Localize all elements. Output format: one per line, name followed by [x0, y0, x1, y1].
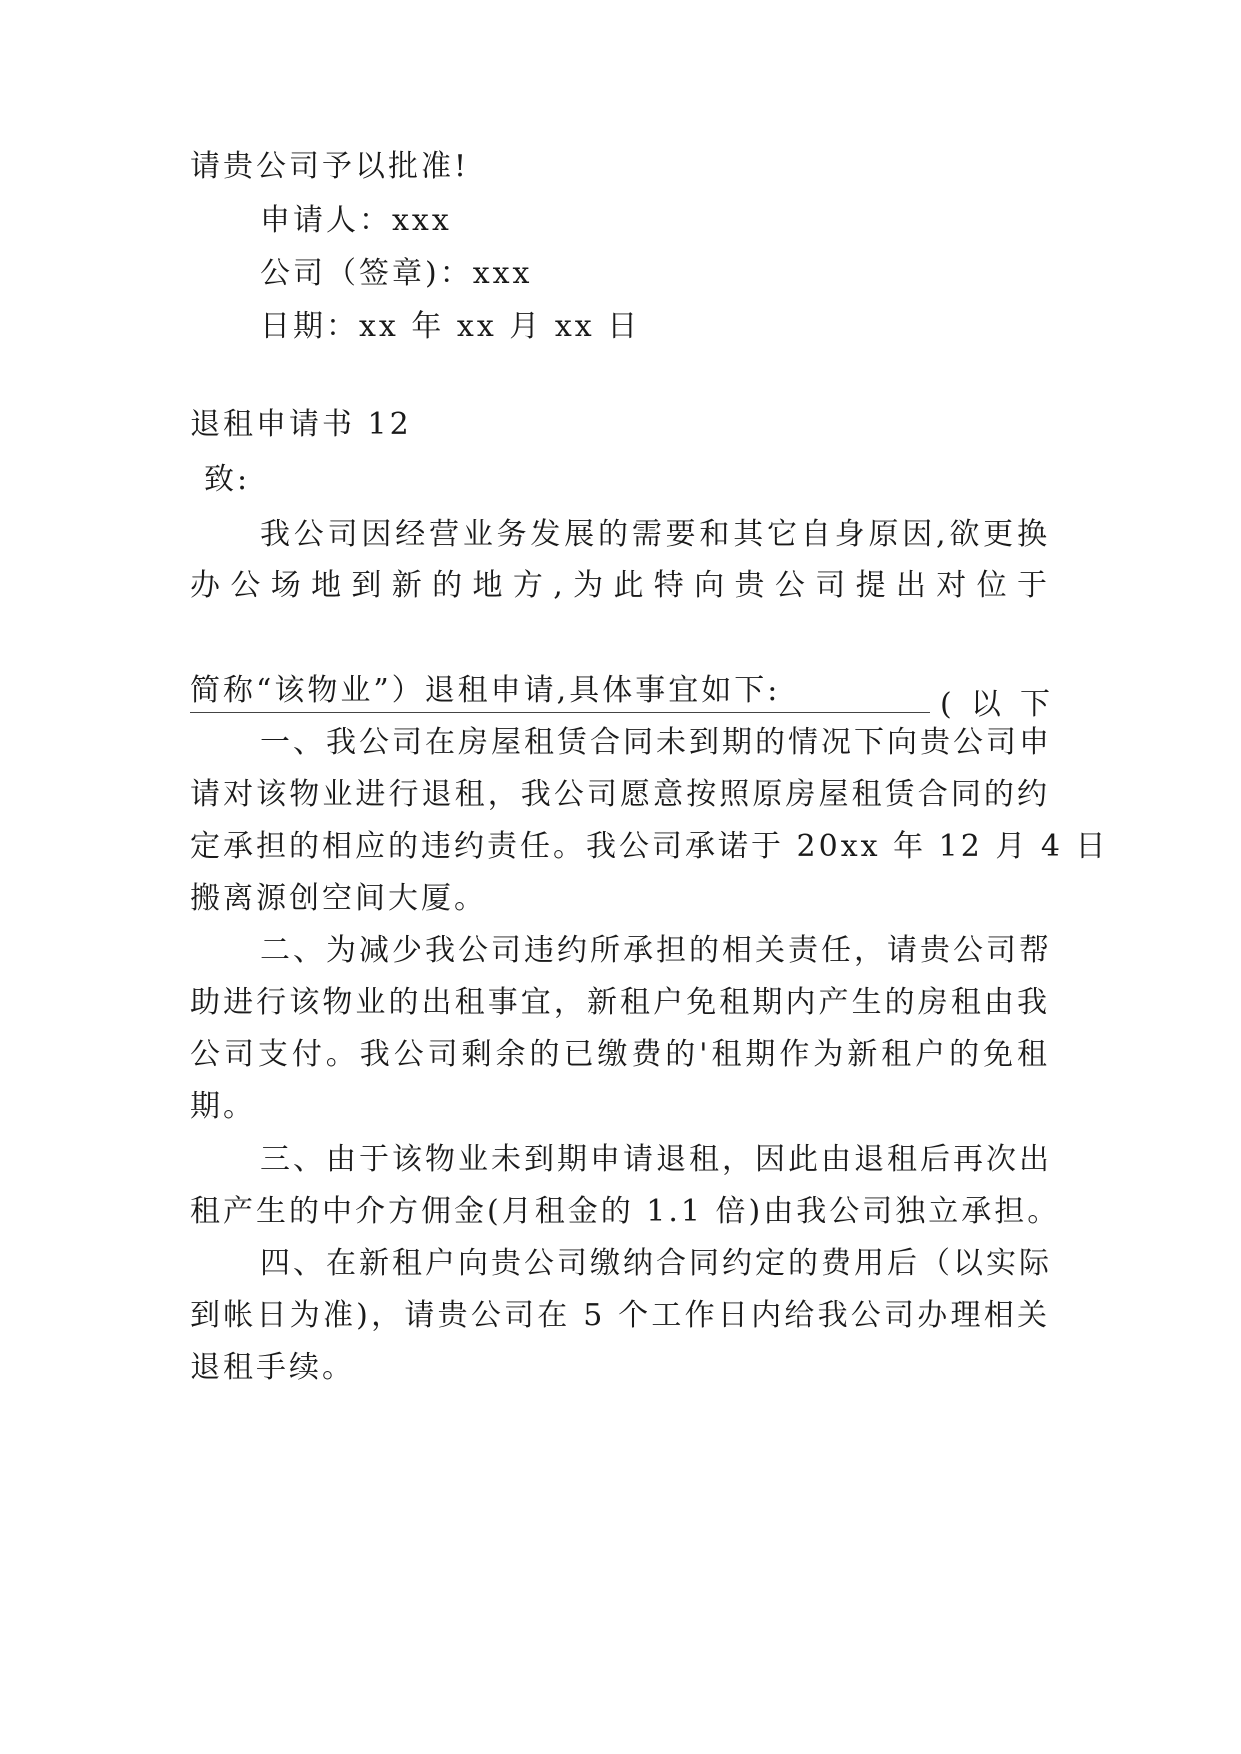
intro-line-2: 办公场地到新的地方,为此特向贵公司提出对位于	[190, 568, 1050, 603]
blank-tail-yi: 以	[970, 687, 1001, 722]
item4-line-2: 到帐日为准)，请贵公司在 5 个工作日内给我公司办理相关	[190, 1298, 1050, 1333]
item3-line-2: 租产生的中介方佣金(月租金的 1.1 倍)由我公司独立承担。	[190, 1194, 1061, 1229]
item2-line-1: 二、为减少我公司违约所承担的相关责任，请贵公司帮	[260, 933, 1052, 968]
item2-line-2: 助进行该物业的出租事宜，新租户免租期内产生的房租由我	[190, 985, 1050, 1020]
intro-line-4: 简称“该物业”）退租申请,具体事宜如下:	[190, 673, 781, 708]
item3-line-1: 三、由于该物业未到期申请退租，因此由退租后再次出	[260, 1142, 1052, 1177]
item1-line-4: 搬离源创空间大厦。	[190, 881, 487, 916]
recipient-line: 致:	[204, 462, 251, 497]
blank-tail-paren: (	[940, 687, 952, 722]
intro-line-1: 我公司因经营业务发展的需要和其它自身原因,欲更换	[260, 517, 1050, 552]
item4-line-3: 退租手续。	[190, 1350, 355, 1385]
address-blank	[190, 712, 930, 713]
blank-tail-xia: 下	[1020, 687, 1050, 722]
applicant-line: 申请人：xxx	[260, 203, 452, 238]
letter-title: 退租申请书 12	[190, 407, 412, 442]
closing-request: 请贵公司予以批准!	[190, 149, 470, 184]
item4-line-1: 四、在新租户向贵公司缴纳合同约定的费用后（以实际	[260, 1246, 1052, 1281]
item1-line-3: 定承担的相应的违约责任。我公司承诺于 20xx 年 12 月 4 日	[190, 829, 1109, 864]
company-seal-line: 公司（签章)：xxx	[260, 256, 533, 291]
item1-line-1: 一、我公司在房屋租赁合同未到期的情况下向贵公司申	[260, 725, 1052, 760]
item1-line-2: 请对该物业进行退租，我公司愿意按照原房屋租赁合同的约	[190, 777, 1050, 812]
item2-line-4: 期。	[190, 1089, 256, 1124]
date-line: 日期：xx 年 xx 月 xx 日	[260, 309, 641, 344]
item2-line-3: 公司支付。我公司剩余的已缴费的'租期作为新租户的免租	[190, 1037, 1050, 1072]
